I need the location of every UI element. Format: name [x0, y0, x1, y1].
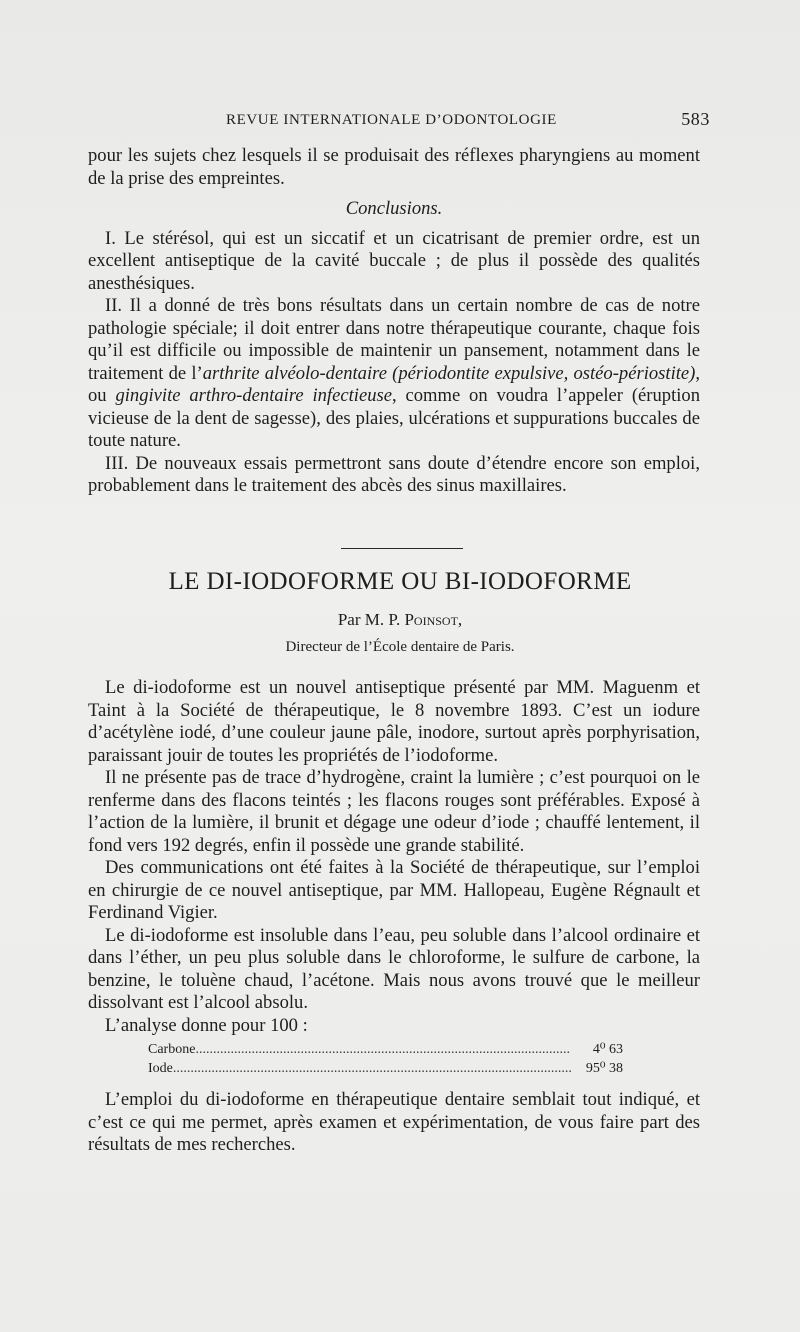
- author-affiliation: Directeur de l’École dentaire de Paris.: [285, 639, 515, 655]
- paragraph: Il ne présente pas de trace d’hydrogène, craint la lumière ; c’est pourquoi on le renferme dans des flacons teintés ; les flacons rouges sont préférables. Exposé à l’action de la lumière, il brunit et dégage une odeur d’iode ; chauffé lentement, il fond vers 192 degrés, enfin il possède une grande stabilité.: [88, 767, 700, 856]
- paragraph: Le di-iodoforme est un nouvel antiseptique présenté par MM. Maguenm et Taint à la Société de thérapeutique, le 8 novembre 1893. C’est un iodure d’acétylène iodé, d’une couleur jaune pâle, inodore, surtout après porphyrisation, paraissant jouir de toutes les propriétés de l’iodoforme.: [88, 677, 700, 766]
- running-header: [226, 109, 710, 129]
- analysis-table: [148, 1040, 623, 1078]
- analysis-label: Iode: [148, 1061, 173, 1076]
- italic-term: arthrite alvéolo-dentaire (périodontite expulsive, ostéo-périostite): [202, 362, 696, 384]
- conclusion-point-1: I. Le stérésol, qui est un siccatif et un cicatrisant de premier ordre, est un excellent antiseptique de la cavité buccale ; de plus il possède des qualités anesthésiques.: [88, 227, 700, 294]
- conclusion-point-2: II. Il a donné de très bons résultats dans un certain nombre de cas de notre pathologie spéciale; il doit entrer dans notre thérapeutique courante, chaque fois qu’il est difficile ou impossible de maintenir un pansement, notamment dans le traitement de l’arthrite alvéolo-dentaire (périodontite expulsive, ostéo-périostite), ou gingivite arthro-dentaire infectieuse, comme on voudra l’appeler (éruption vicieuse de la dent de sagesse), des plaies, ulcérations et suppurations buccales de toute nature.: [88, 295, 701, 451]
- author-name: Poinsot,: [404, 610, 463, 629]
- article-byline: Par M. P. Poinsot,: [337, 610, 463, 629]
- closing-paragraph: L’emploi du di-iodoforme en thérapeutique dentaire semblait tout indiqué, et c’est ce qui me permet, après examen et expérimentation, de vous faire part des résultats de mes recherches.: [88, 1089, 700, 1155]
- dot-leader: [173, 1059, 571, 1078]
- page-number: 583: [681, 109, 710, 129]
- paragraph: Le di-iodoforme est insoluble dans l’eau, peu soluble dans l’alcool ordinaire et dans l’éther, un peu plus soluble dans le chloroforme, le sulfure de carbone, la benzine, le toluène chaud, l’acétone. Mais nous avons trouvé que le meilleur dissolvant est l’alcool absolu.: [88, 924, 700, 1013]
- conclusion-point-3: III. De nouveaux essais permettront sans doute d’étendre encore son emploi, probablement dans le traitement des abcès des sinus maxillaires.: [88, 452, 700, 496]
- previous-article-end: [88, 145, 700, 498]
- italic-term: gingivite arthro-dentaire infectieuse: [115, 385, 392, 406]
- analysis-label: Carbone: [148, 1042, 196, 1057]
- analysis-value: 95⁰ 38: [585, 1061, 623, 1076]
- conclusions-heading: Conclusions.: [345, 198, 443, 219]
- analysis-row: [148, 1040, 623, 1059]
- paragraph: L’analyse donne pour 100 :: [105, 1014, 308, 1036]
- dot-leader: [195, 1040, 571, 1059]
- article-body: [88, 677, 700, 1157]
- analysis-value: 4⁰ 63: [592, 1042, 623, 1057]
- journal-title: REVUE INTERNATIONALE D’ODONTOLOGIE: [226, 112, 557, 128]
- section-divider: [341, 548, 463, 549]
- article-title: LE DI-IODOFORME OU BI-IODOFORME: [168, 568, 632, 595]
- continued-paragraph: pour les sujets chez lesquels il se produisait des réflexes pharyngiens au moment de la prise des empreintes.: [88, 145, 700, 189]
- paragraph: Des communications ont été faites à la Société de thérapeutique, sur l’emploi en chirurgie de ce nouvel antiseptique, par MM. Hallopeau, Eugène Régnault et Ferdinand Vigier.: [88, 857, 700, 923]
- analysis-row: [148, 1059, 623, 1078]
